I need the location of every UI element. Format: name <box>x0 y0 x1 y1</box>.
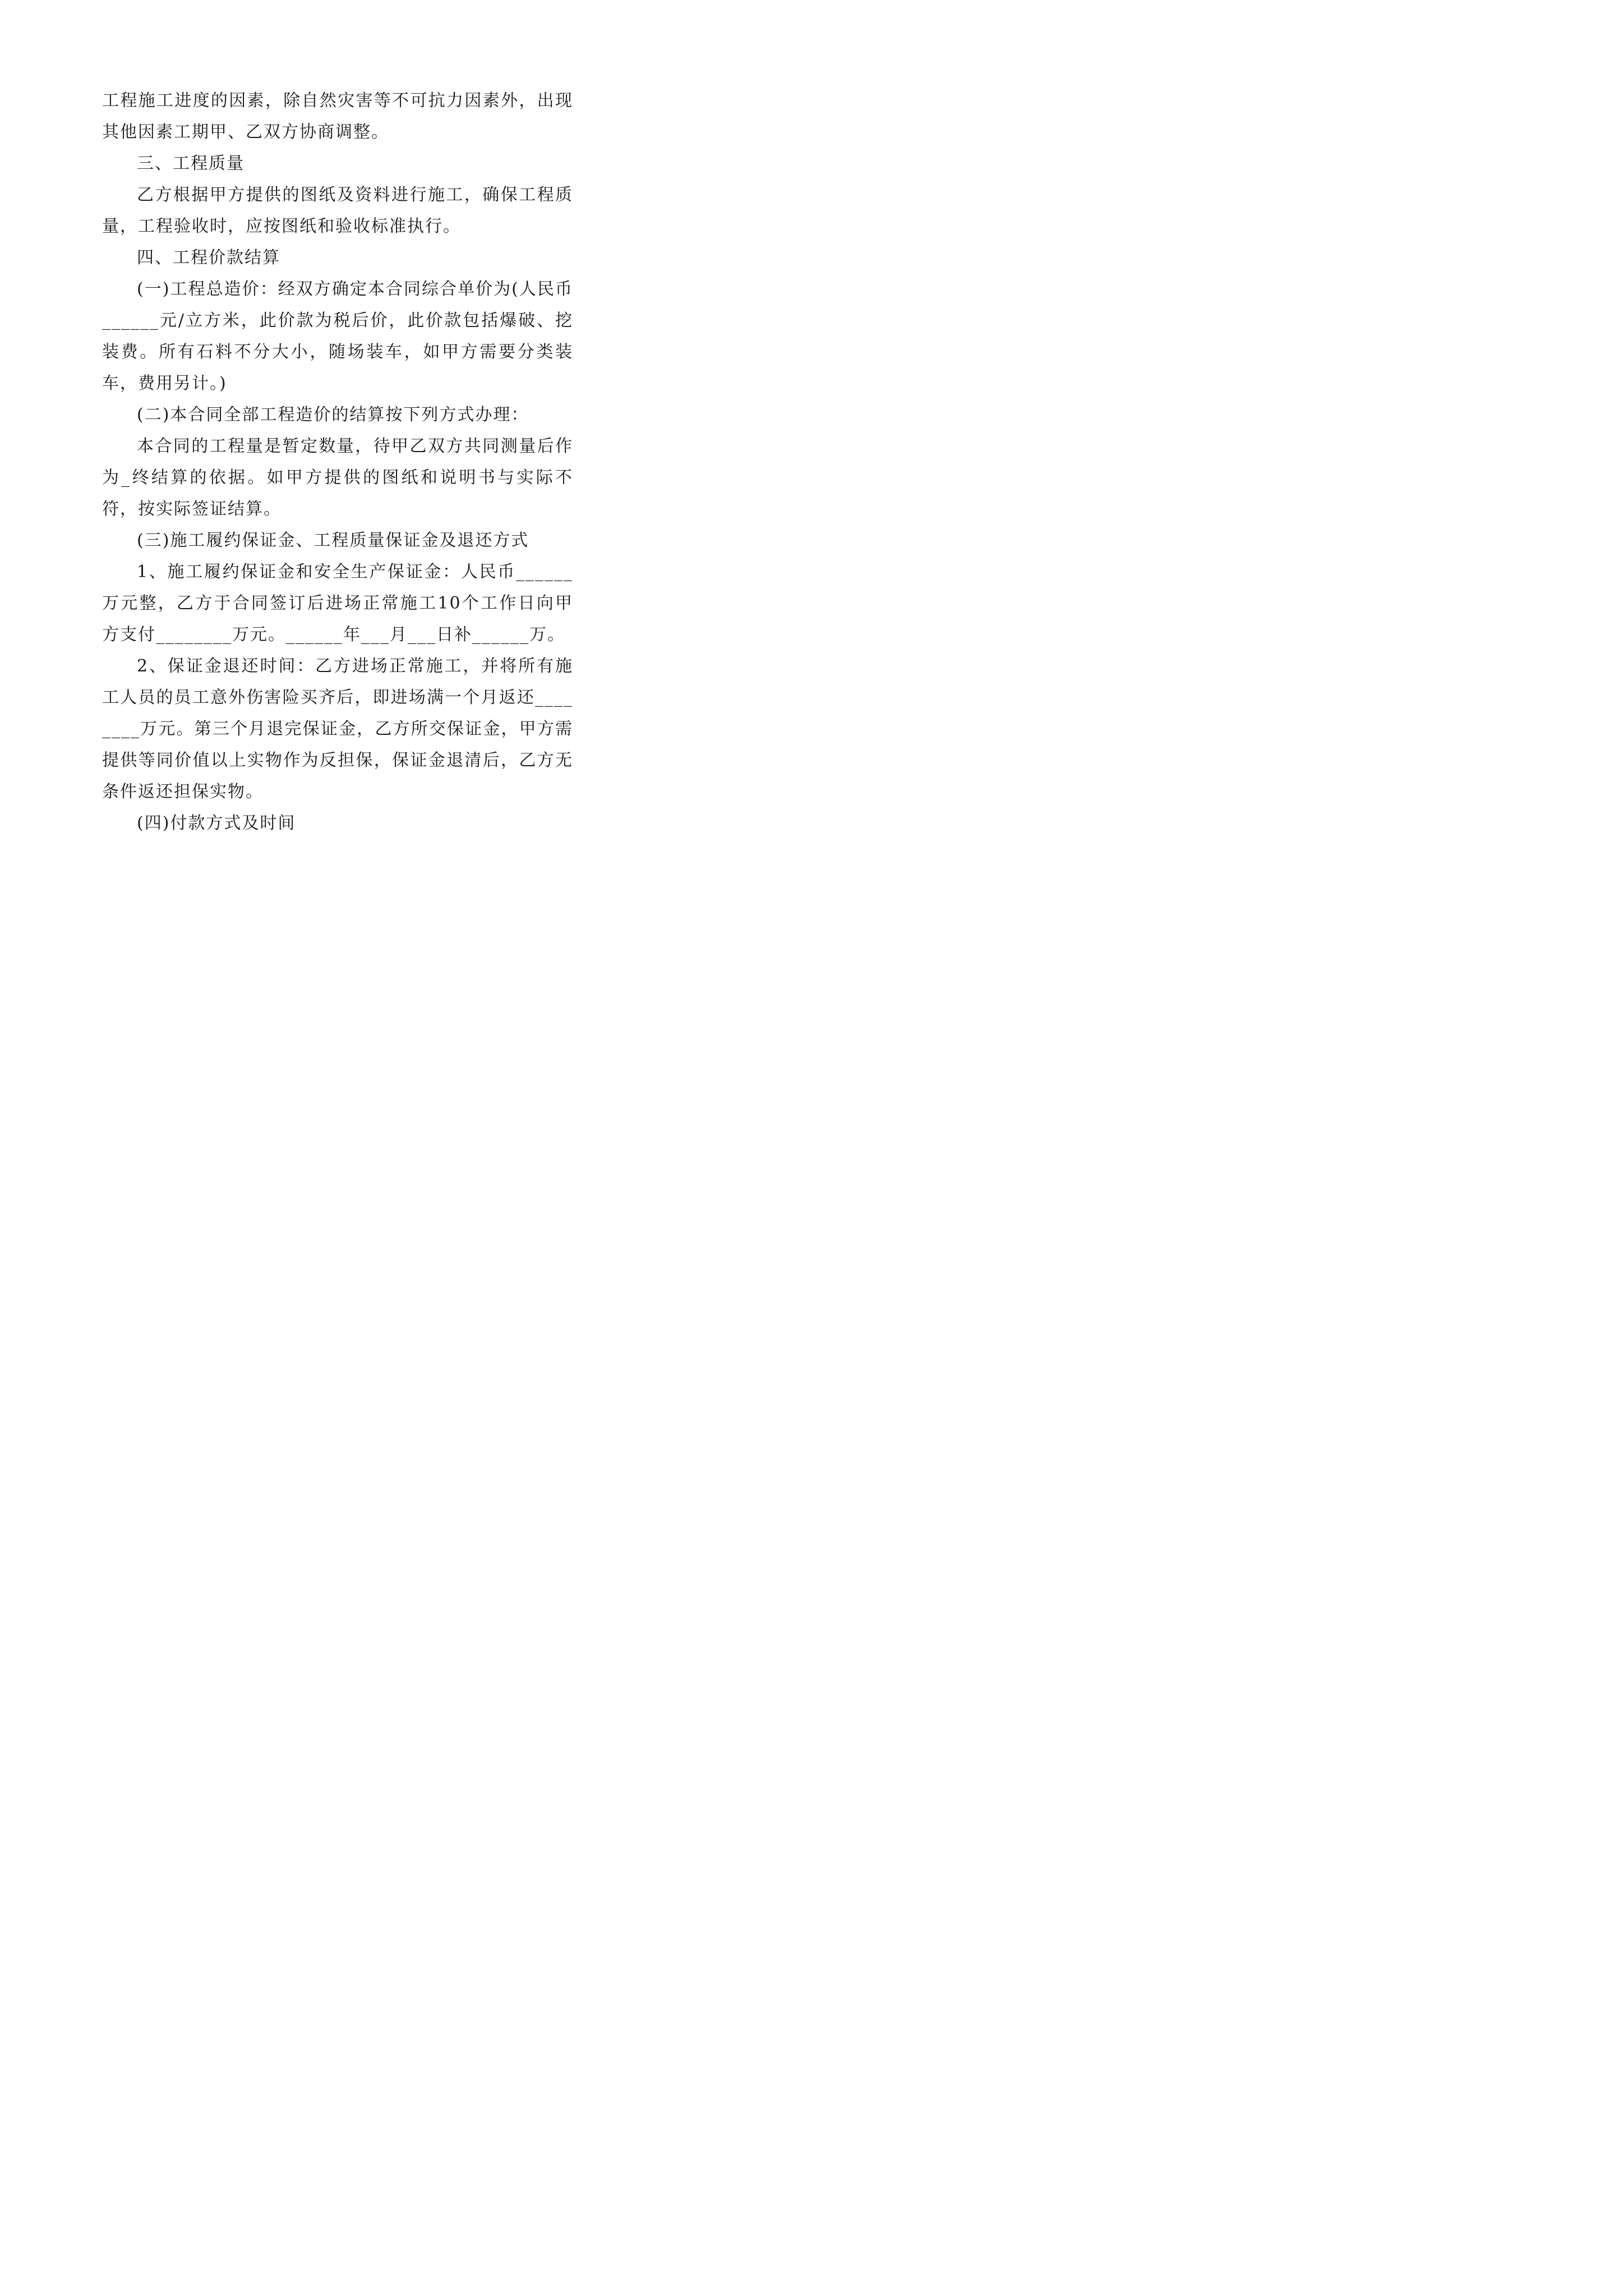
paragraph-quality: 乙方根据甲方提供的图纸及资料进行施工，确保工程质量，工程验收时，应按图纸和验收标准执行。 <box>102 185 573 236</box>
paragraph-payment-heading: (四)付款方式及时间 <box>137 813 296 833</box>
paragraph-total-price: (一)工程总造价：经双方确定本合同综合单价为(人民币______元/立方米，此价款为税后价，此价款包括爆破、挖装费。所有石料不分大小，随场装车，如甲方需要分类装车，费用另计。) <box>102 279 573 393</box>
section-heading-settlement: 四、工程价款结算 <box>137 248 280 268</box>
paragraph-deposit-heading: (三)施工履约保证金、工程质量保证金及退还方式 <box>137 531 529 550</box>
document-page <box>0 0 673 954</box>
section-heading-quality: 三、工程质量 <box>137 154 245 173</box>
paragraph-deposit-amount: 1、施工履约保证金和安全生产保证金：人民币______万元整，乙方于合同签订后进场正常施工10个工作日向甲方支付________万元。______年___月___日补______万。 <box>102 562 573 645</box>
paragraph-deposit-return: 2、保证金退还时间：乙方进场正常施工，并将所有施工人员的员工意外伤害险买齐后，即进场满一个月返还________万元。第三个月退完保证金，乙方所交保证金，甲方需提供等同价值以上实物作为反担保，保证金退清后，乙方无条件返还担保实物。 <box>102 656 573 802</box>
paragraph-continuation: 工程施工进度的因素，除自然灾害等不可抗力因素外，出现其他因素工期甲、乙双方协商调整。 <box>102 91 573 142</box>
document-body <box>102 85 573 839</box>
paragraph-quantity: 本合同的工程量是暂定数量，待甲乙双方共同测量后作为_终结算的依据。如甲方提供的图纸和说明书与实际不符，按实际签证结算。 <box>102 436 573 519</box>
paragraph-settlement-method: (二)本合同全部工程造价的结算按下列方式办理： <box>137 405 529 425</box>
